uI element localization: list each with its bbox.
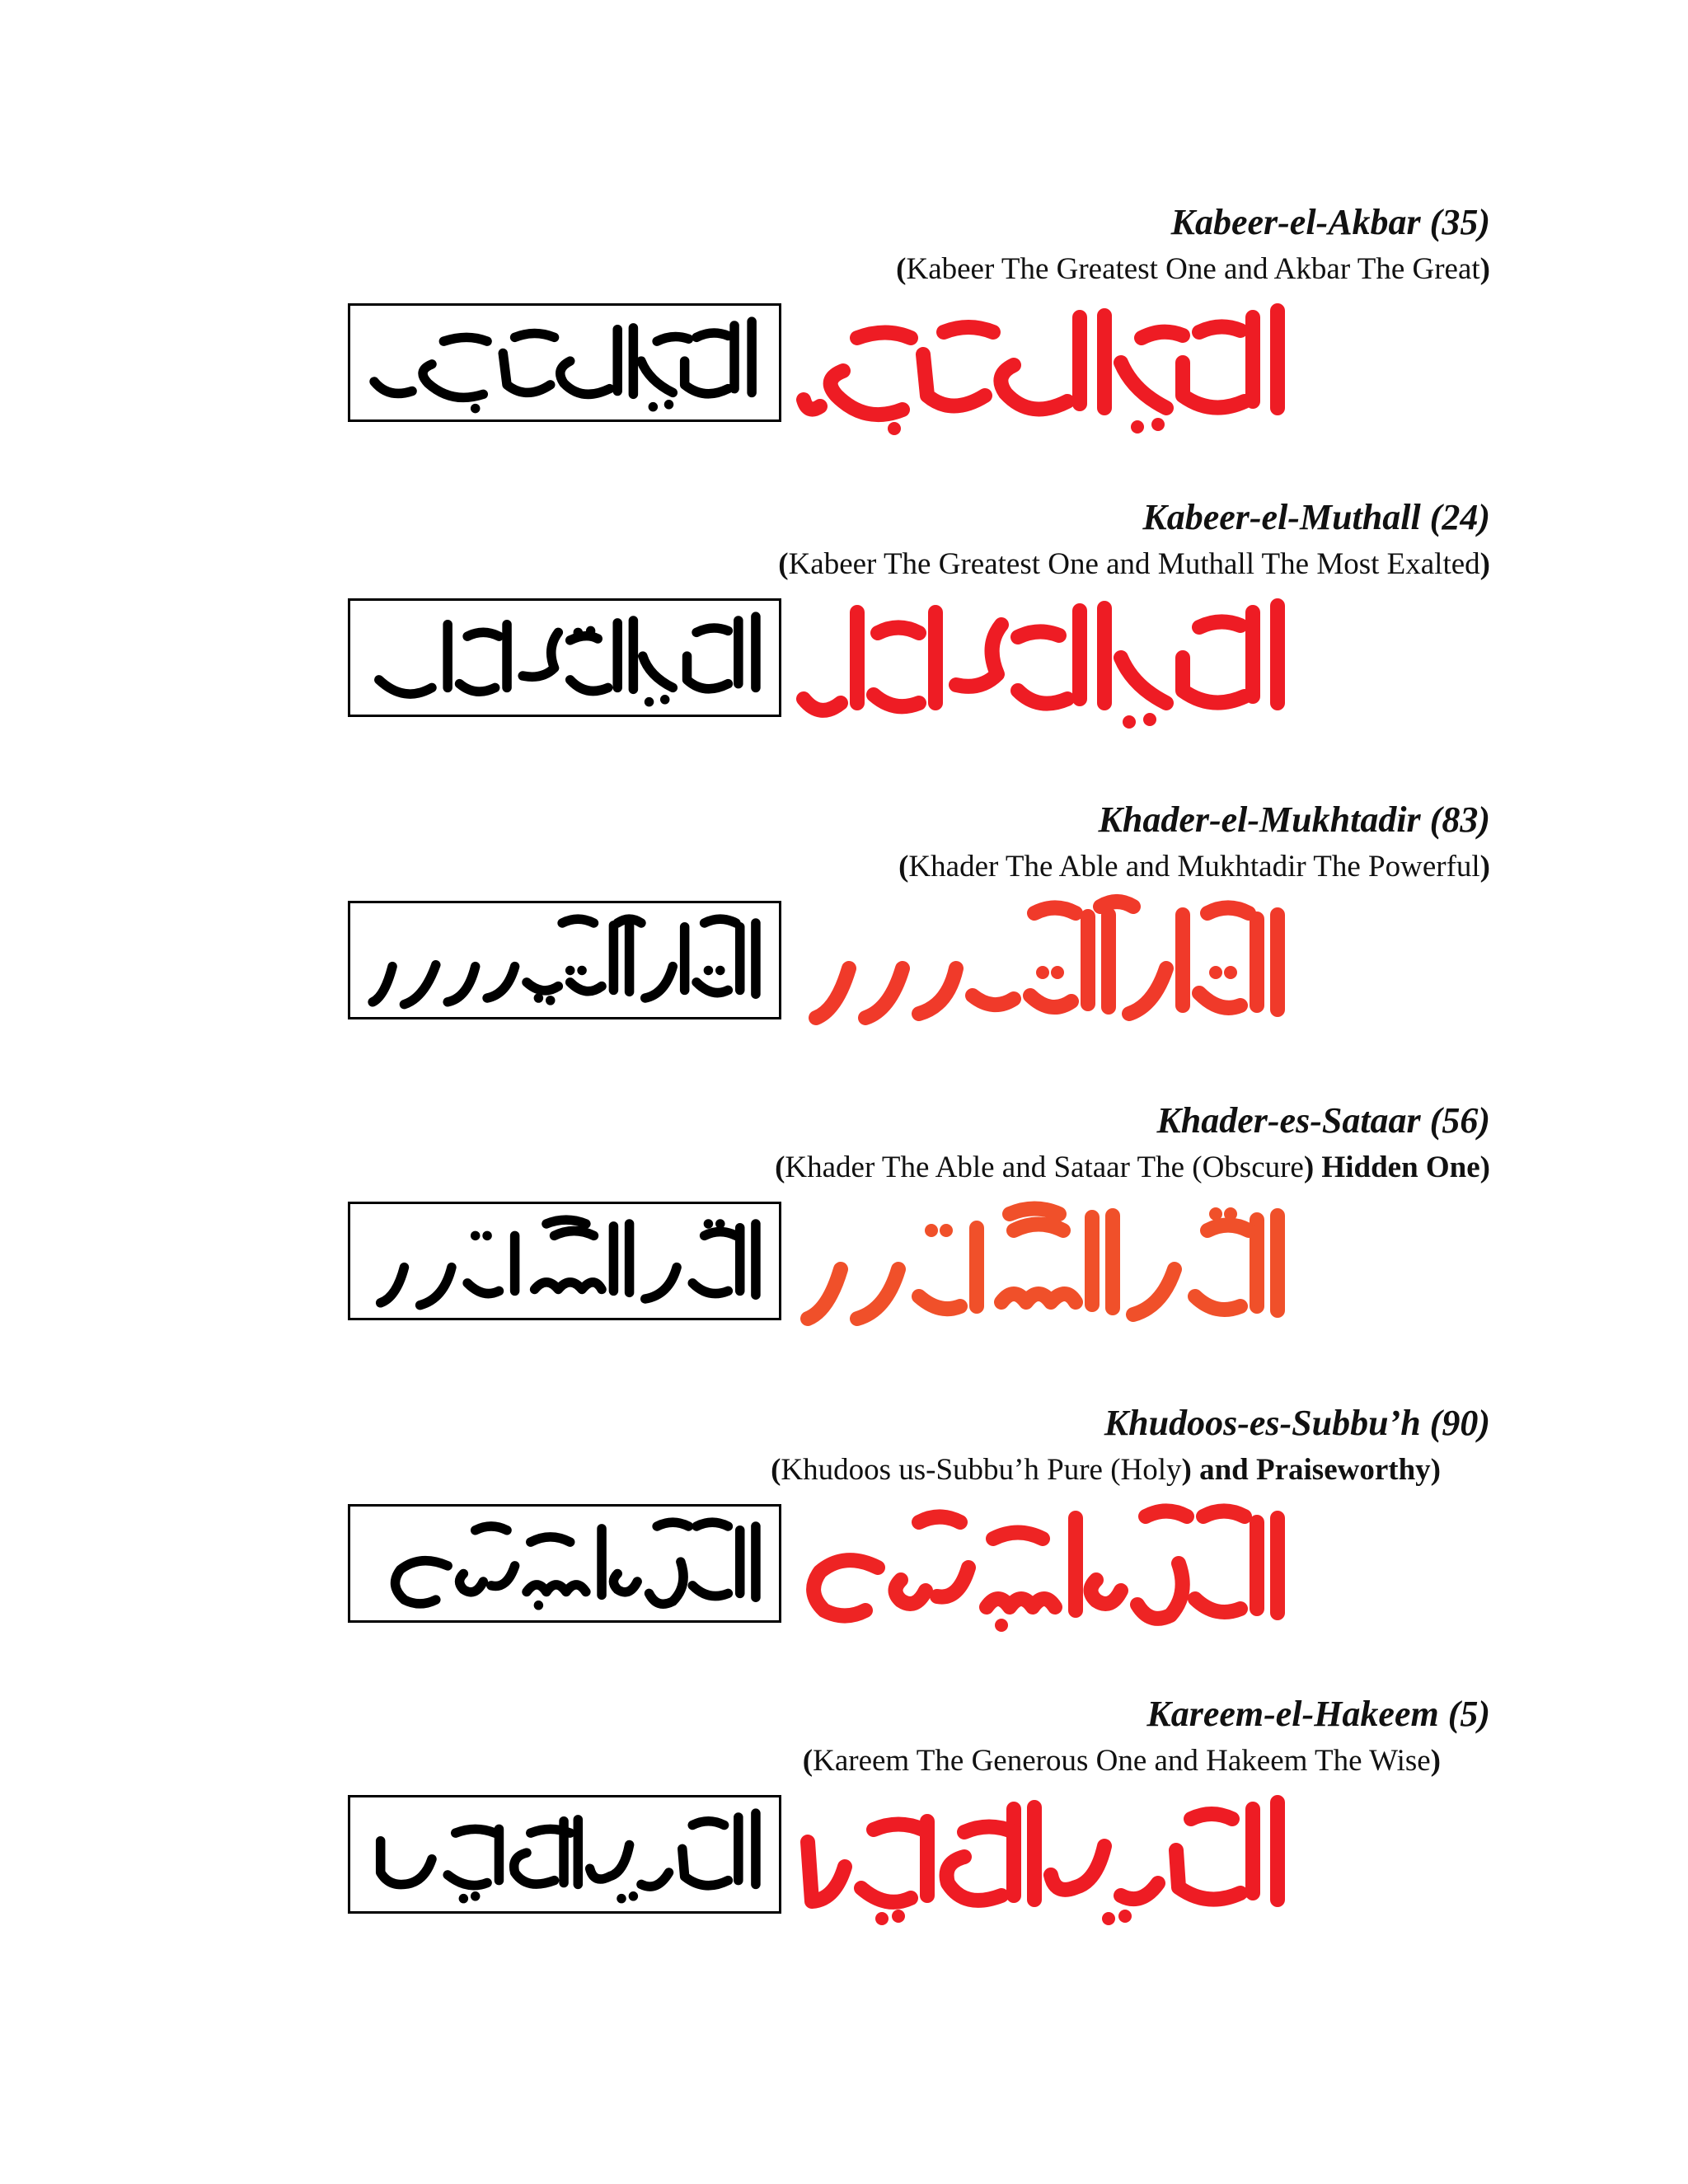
arabic-calligraphy-red [795,890,1298,1034]
subtitle-close: ) Hidden One) [1303,1151,1490,1184]
arabic-calligraphy-red [795,1191,1298,1335]
entry-subtitle [778,544,1490,585]
entry-subtitle [898,846,1490,888]
subtitle-text: Khudoos us-Subbu’h Pure (Holy [781,1453,1182,1487]
arabic-calligraphy-black [350,306,779,419]
subtitle-open: ( [896,252,907,286]
calligraphy-black-boxed [348,598,781,717]
name-entry [0,1096,1688,1393]
subtitle-open: ( [802,1744,814,1778]
subtitle-open: ( [778,547,789,581]
arabic-calligraphy-red [795,1493,1298,1638]
name-entry [0,1399,1688,1695]
entry-subtitle [803,1741,1441,1782]
subtitle-close: ) and Praiseworthy) [1181,1453,1441,1487]
name-entry [0,198,1688,494]
subtitle-close: ) [1479,252,1490,286]
entry-title: Khudoos-es-Subbu’h (90) [1104,1403,1490,1443]
entry-title: Kareem-el-Hakeem (5) [1146,1694,1490,1734]
arabic-calligraphy-black [350,1507,779,1620]
arabic-calligraphy-red [795,1784,1298,1929]
calligraphy-black-boxed [348,1795,781,1914]
subtitle-text: Kabeer The Greatest One and Akbar The Great [906,252,1480,286]
entry-title: Kabeer-el-Akbar (35) [1170,202,1490,242]
calligraphy-red [795,293,1298,437]
arabic-calligraphy-red [795,293,1298,437]
subtitle-open: ( [771,1453,781,1487]
calligraphy-red [795,890,1298,1034]
arabic-calligraphy-black [350,903,779,1017]
calligraphy-black-boxed [348,1202,781,1320]
name-entry [0,493,1688,790]
calligraphy-red [795,1493,1298,1638]
subtitle-text: Khader The Able and Mukhtadir The Powerful [908,850,1480,883]
arabic-calligraphy-black [350,1797,779,1911]
subtitle-text: Kabeer The Greatest One and Muthall The Most Exalted [788,547,1480,581]
name-entry [0,1690,1688,1986]
entry-title: Khader-el-Mukhtadir (83) [1098,799,1490,840]
calligraphy-red [795,1191,1298,1335]
subtitle-close: ) [1479,850,1490,883]
entry-title: Khader-es-Sataar (56) [1156,1100,1490,1141]
arabic-calligraphy-red [795,588,1298,732]
subtitle-open: ( [775,1151,785,1184]
entry-subtitle [775,1147,1490,1188]
entry-subtitle [896,249,1490,290]
arabic-calligraphy-black [350,601,779,715]
arabic-calligraphy-black [350,1204,779,1318]
calligraphy-black-boxed [348,901,781,1019]
name-entry [0,795,1688,1092]
calligraphy-black-boxed [348,303,781,422]
subtitle-close: ) [1479,547,1490,581]
calligraphy-red [795,588,1298,732]
calligraphy-black-boxed [348,1504,781,1623]
entry-title: Kabeer-el-Muthall (24) [1142,497,1490,537]
calligraphy-red [795,1784,1298,1929]
subtitle-open: ( [898,850,909,883]
subtitle-text: Kareem The Generous One and Hakeem The Wise [813,1744,1431,1778]
entry-subtitle [771,1450,1441,1491]
subtitle-text: Khader The Able and Sataar The (Obscure [785,1151,1304,1184]
subtitle-close: ) [1430,1744,1441,1778]
